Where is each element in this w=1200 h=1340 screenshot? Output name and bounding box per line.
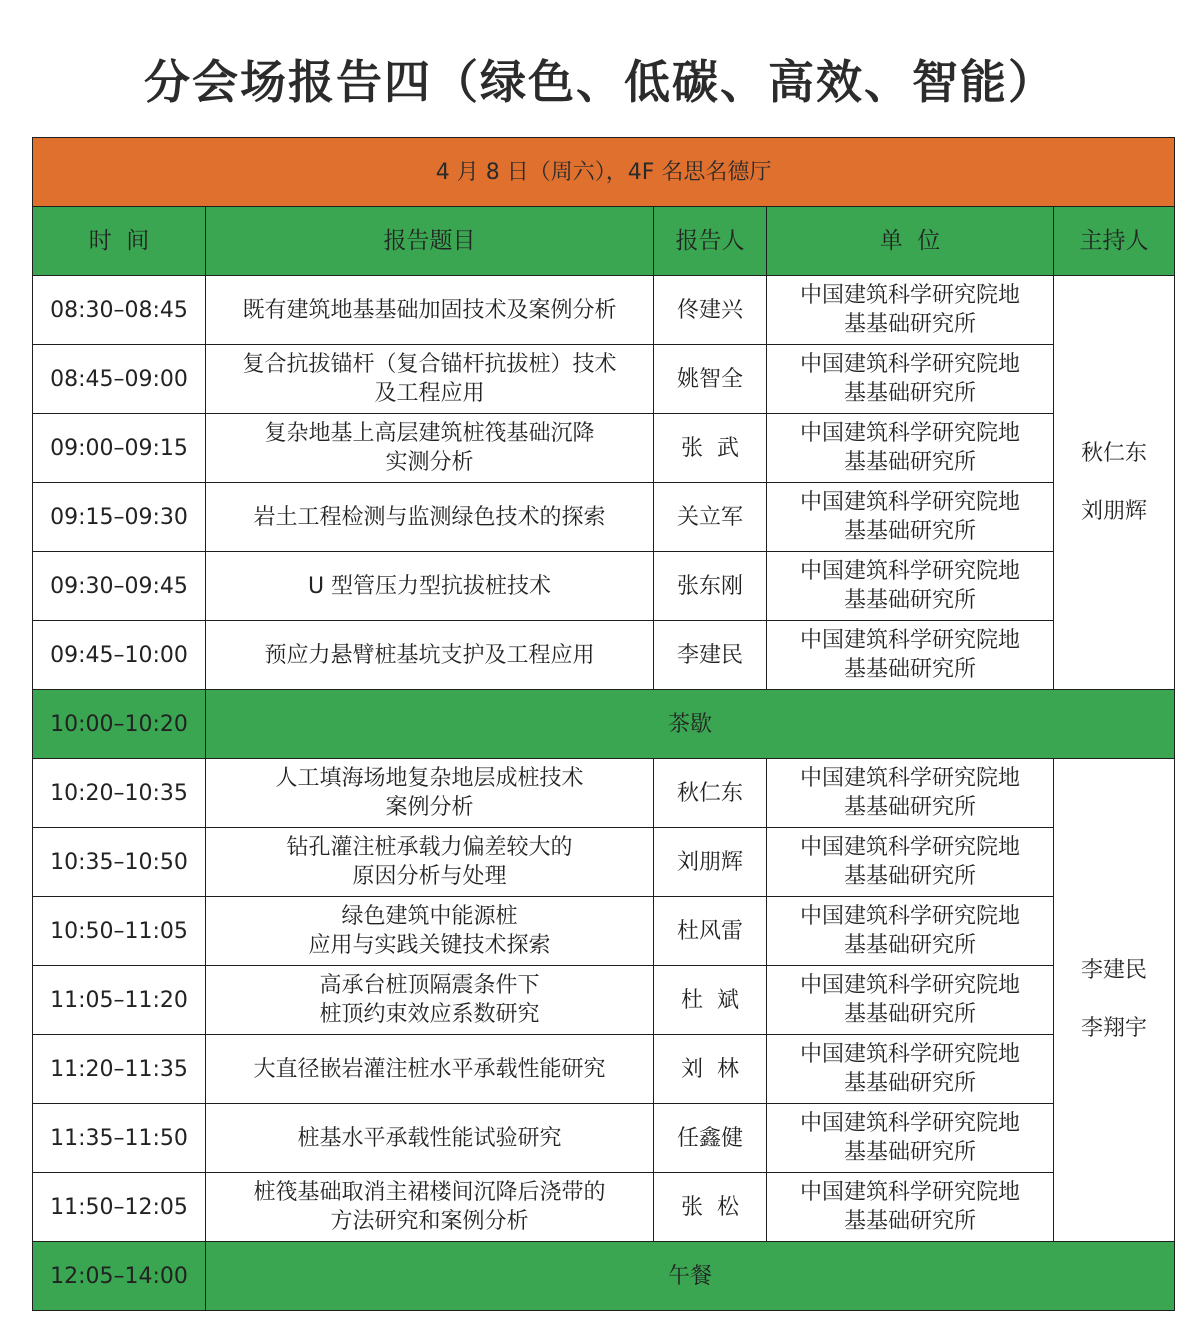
talk-speaker: 秋仁东 — [654, 759, 767, 828]
talk-topic-line: 桩筏基础取消主裙楼间沉降后浇带的 — [253, 1180, 606, 1205]
lunch-break-time: 12:05–14:00 — [33, 1242, 206, 1311]
talk-topic-line: 桩基水平承载性能试验研究 — [297, 1125, 562, 1151]
session-chairs — [1054, 276, 1175, 690]
col-header-chair: 主持人 — [1054, 207, 1175, 276]
talk-topic-line: 人工填海场地复杂地层成桩技术 — [275, 766, 584, 791]
talk-speaker: 任鑫健 — [654, 1104, 767, 1173]
tea-break-time: 10:00–10:20 — [33, 690, 206, 759]
talk-institution — [767, 966, 1054, 1035]
talk-topic — [206, 759, 654, 828]
talk-topic — [206, 552, 654, 621]
talk-topic-line: 岩土工程检测与监测绿色技术的探索 — [253, 504, 606, 530]
talk-speaker: 李建民 — [654, 621, 767, 690]
talk-topic-line: 高承台桩顶隔震条件下 — [319, 973, 540, 998]
talk-topic-line: 应用与实践关键技术探索 — [308, 933, 551, 958]
talk-institution — [767, 1173, 1054, 1242]
talk-row — [33, 1173, 1175, 1242]
talk-institution — [767, 414, 1054, 483]
tea-break-row — [33, 690, 1175, 759]
col-header-speaker: 报告人 — [654, 207, 767, 276]
institution-line: 中国建筑科学研究院地 — [799, 628, 1020, 653]
talk-row — [33, 621, 1175, 690]
talk-row — [33, 345, 1175, 414]
institution-line: 中国建筑科学研究院地 — [799, 904, 1020, 929]
talk-topic-line: 复合抗拔锚杆（复合锚杆抗拔桩）技术 — [242, 352, 617, 377]
lunch-break-row — [33, 1242, 1175, 1311]
talk-speaker: 佟建兴 — [654, 276, 767, 345]
institution-line: 中国建筑科学研究院地 — [799, 835, 1020, 860]
institution-line: 基基础研究所 — [843, 657, 976, 682]
talk-time: 09:15–09:30 — [33, 483, 206, 552]
talk-time: 11:35–11:50 — [33, 1104, 206, 1173]
talk-topic-line: 大直径嵌岩灌注桩水平承载性能研究 — [253, 1056, 606, 1082]
talk-time: 10:35–10:50 — [33, 828, 206, 897]
talk-row — [33, 1035, 1175, 1104]
talk-speaker: 张 武 — [654, 414, 767, 483]
institution-line: 中国建筑科学研究院地 — [799, 1180, 1020, 1205]
talk-time: 11:50–12:05 — [33, 1173, 206, 1242]
talk-row — [33, 1104, 1175, 1173]
talk-topic — [206, 345, 654, 414]
talk-topic-line: 既有建筑地基基础加固技术及案例分析 — [242, 297, 617, 323]
talk-time: 10:50–11:05 — [33, 897, 206, 966]
institution-line: 基基础研究所 — [843, 1071, 976, 1096]
talk-institution — [767, 483, 1054, 552]
talk-institution — [767, 1035, 1054, 1104]
talk-time: 08:30–08:45 — [33, 276, 206, 345]
talk-time: 08:45–09:00 — [33, 345, 206, 414]
talk-topic — [206, 621, 654, 690]
institution-line: 基基础研究所 — [843, 450, 976, 475]
chair-name: 李翔宇 — [1081, 1016, 1148, 1041]
institution-line: 中国建筑科学研究院地 — [799, 421, 1020, 446]
institution-line: 基基础研究所 — [843, 795, 976, 820]
institution-line: 基基础研究所 — [843, 312, 976, 337]
institution-line: 中国建筑科学研究院地 — [799, 352, 1020, 377]
talk-topic-line: 桩顶约束效应系数研究 — [319, 1002, 540, 1027]
talk-topic — [206, 483, 654, 552]
institution-line: 基基础研究所 — [843, 933, 976, 958]
institution-line: 基基础研究所 — [843, 1209, 976, 1234]
institution-line: 基基础研究所 — [843, 1002, 976, 1027]
talk-topic-line: 案例分析 — [385, 795, 474, 820]
talk-topic — [206, 414, 654, 483]
talk-time: 09:30–09:45 — [33, 552, 206, 621]
talk-speaker: 杜 斌 — [654, 966, 767, 1035]
lunch-break-label: 午餐 — [206, 1242, 1175, 1311]
talk-time: 10:20–10:35 — [33, 759, 206, 828]
talk-topic-line: 及工程应用 — [374, 381, 485, 406]
talk-topic — [206, 1104, 654, 1173]
talk-speaker: 张东刚 — [654, 552, 767, 621]
institution-line: 中国建筑科学研究院地 — [799, 283, 1020, 308]
tea-break-label: 茶歇 — [206, 690, 1175, 759]
chair-name: 刘朋辉 — [1081, 498, 1148, 524]
talk-speaker: 姚智全 — [654, 345, 767, 414]
talk-institution — [767, 828, 1054, 897]
talk-topic-line: 原因分析与处理 — [352, 864, 507, 889]
talk-row — [33, 414, 1175, 483]
talk-institution — [767, 1104, 1054, 1173]
talk-topic — [206, 897, 654, 966]
chair-name: 李建民 — [1081, 958, 1148, 983]
talk-topic — [206, 276, 654, 345]
talk-topic — [206, 1173, 654, 1242]
page-title: 分会场报告四（绿色、低碳、高效、智能） — [144, 55, 1056, 109]
talk-institution — [767, 552, 1054, 621]
talk-row — [33, 897, 1175, 966]
session-chairs — [1054, 759, 1175, 1242]
talk-topic-line: U 型管压力型抗拔桩技术 — [307, 573, 552, 599]
session-info-row — [33, 138, 1175, 207]
talk-time: 11:05–11:20 — [33, 966, 206, 1035]
talk-row — [33, 759, 1175, 828]
talk-speaker: 张 松 — [654, 1173, 767, 1242]
talk-topic-line: 方法研究和案例分析 — [330, 1209, 529, 1234]
institution-line: 基基础研究所 — [843, 864, 976, 889]
session-info: 4 月 8 日（周六），4F 名思名德厅 — [33, 138, 1175, 207]
institution-line: 中国建筑科学研究院地 — [799, 1042, 1020, 1067]
institution-line: 中国建筑科学研究院地 — [799, 973, 1020, 998]
col-header-time: 时 间 — [33, 207, 206, 276]
talk-topic-line: 钻孔灌注桩承载力偏差较大的 — [286, 835, 573, 860]
talk-institution — [767, 621, 1054, 690]
institution-line: 基基础研究所 — [843, 588, 976, 613]
col-header-topic: 报告题目 — [206, 207, 654, 276]
talk-topic-line: 绿色建筑中能源桩 — [341, 904, 518, 929]
institution-line: 基基础研究所 — [843, 519, 976, 544]
talk-institution — [767, 759, 1054, 828]
talk-row — [33, 552, 1175, 621]
talk-row — [33, 828, 1175, 897]
institution-line: 中国建筑科学研究院地 — [799, 1111, 1020, 1136]
institution-line: 中国建筑科学研究院地 — [799, 490, 1020, 515]
talk-topic-line: 实测分析 — [385, 450, 474, 475]
talk-topic — [206, 828, 654, 897]
talk-time: 09:00–09:15 — [33, 414, 206, 483]
institution-line: 基基础研究所 — [843, 1140, 976, 1165]
talk-time: 09:45–10:00 — [33, 621, 206, 690]
talk-speaker: 关立军 — [654, 483, 767, 552]
talk-institution — [767, 276, 1054, 345]
column-header-row — [33, 207, 1175, 276]
institution-line: 中国建筑科学研究院地 — [799, 766, 1020, 791]
talk-row — [33, 483, 1175, 552]
schedule-table — [32, 137, 1175, 1311]
talk-topic — [206, 1035, 654, 1104]
chair-name: 秋仁东 — [1081, 440, 1148, 466]
talk-topic-line: 复杂地基上高层建筑桩筏基础沉降 — [264, 421, 595, 446]
talk-topic — [206, 966, 654, 1035]
talk-institution — [767, 345, 1054, 414]
talk-topic-line: 预应力悬臂桩基坑支护及工程应用 — [264, 642, 595, 668]
institution-line: 基基础研究所 — [843, 381, 976, 406]
talk-speaker: 刘朋辉 — [654, 828, 767, 897]
talk-speaker: 刘 林 — [654, 1035, 767, 1104]
talk-speaker: 杜风雷 — [654, 897, 767, 966]
institution-line: 中国建筑科学研究院地 — [799, 559, 1020, 584]
col-header-unit: 单 位 — [767, 207, 1054, 276]
talk-row — [33, 966, 1175, 1035]
talk-row — [33, 276, 1175, 345]
talk-institution — [767, 897, 1054, 966]
talk-time: 11:20–11:35 — [33, 1035, 206, 1104]
